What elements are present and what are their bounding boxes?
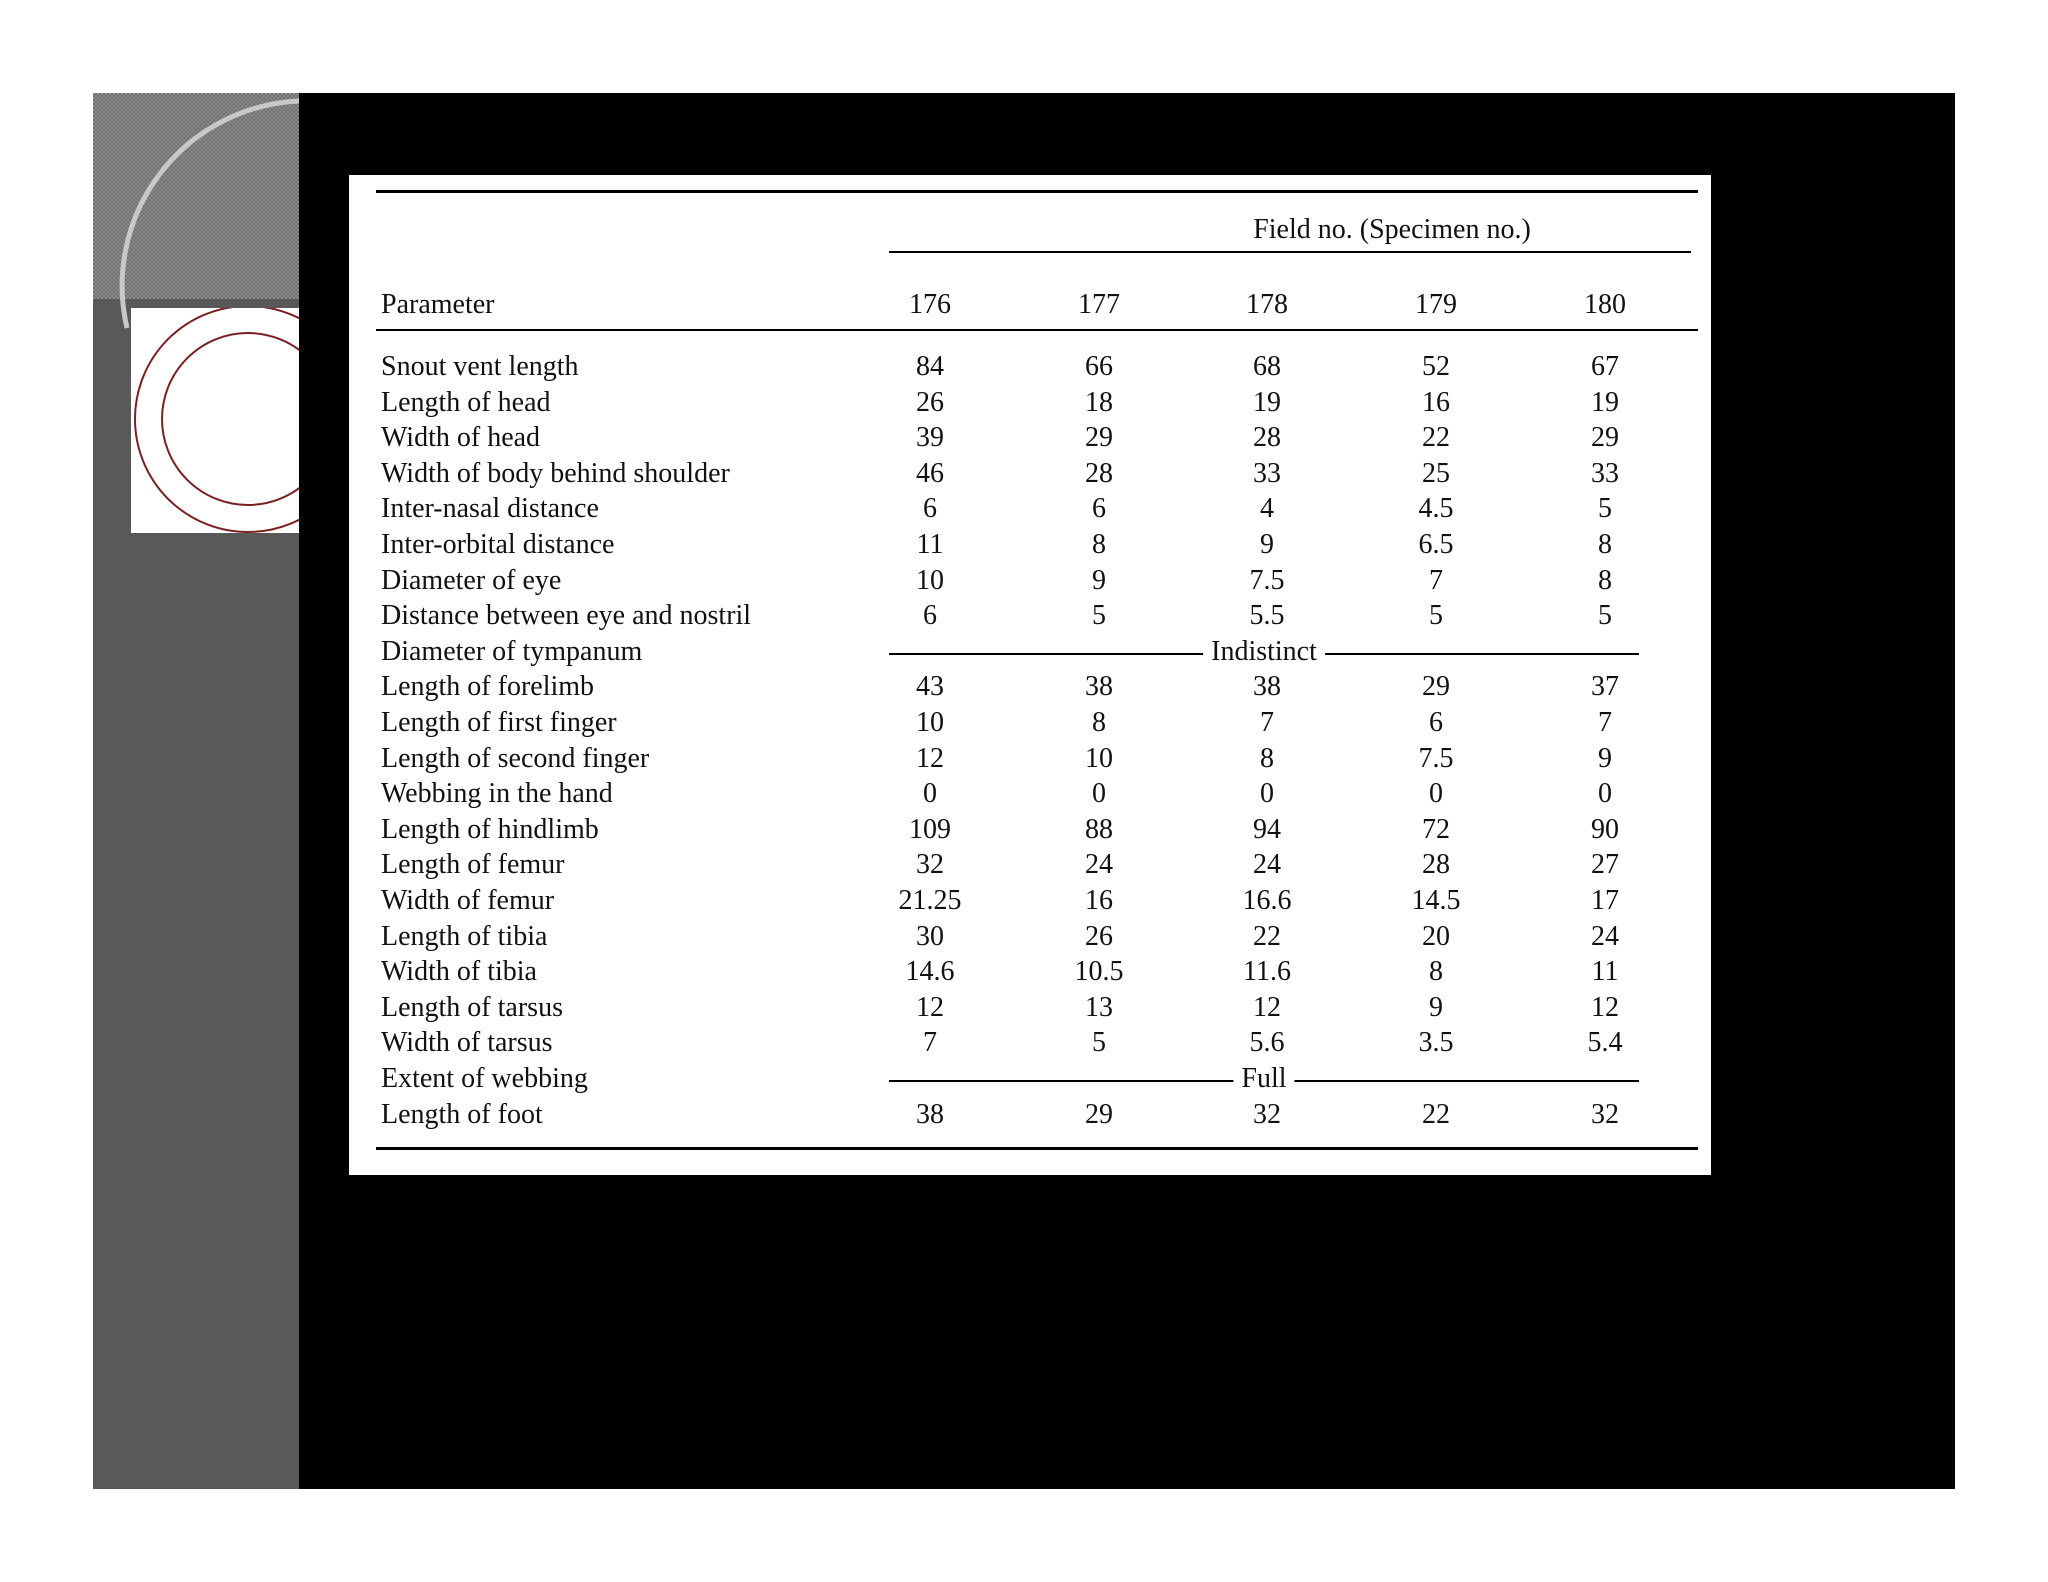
row-value: 5.6 [1249, 1027, 1285, 1058]
row-value: 12 [1591, 992, 1619, 1023]
row-value: 43 [916, 671, 944, 702]
row-parameter: Length of first finger [381, 707, 617, 738]
row-value: 6 [1429, 707, 1443, 738]
row-value: 38 [1085, 671, 1113, 702]
row-value: 32 [916, 849, 944, 880]
row-value: 32 [1591, 1099, 1619, 1130]
row-value: 6.5 [1418, 529, 1454, 560]
row-parameter: Length of second finger [381, 743, 650, 774]
row-value: 8 [1429, 956, 1443, 987]
row-value: 19 [1591, 387, 1619, 418]
row-value: 84 [916, 351, 944, 382]
row-value: 7 [1260, 707, 1274, 738]
row-value: 26 [916, 387, 944, 418]
row-parameter: Distance between eye and nostril [381, 600, 752, 631]
row-value: 21.25 [898, 885, 962, 916]
row-value: 9 [1598, 743, 1612, 774]
row-value: 52 [1422, 351, 1450, 382]
row-value: 10.5 [1074, 956, 1124, 987]
decorative-circles-icon [93, 93, 299, 553]
row-value: 16.6 [1242, 885, 1292, 916]
row-value: 0 [923, 778, 937, 809]
row-value: 29 [1422, 671, 1450, 702]
column-header-179: 179 [1415, 289, 1457, 320]
row-parameter: Inter-nasal distance [381, 493, 599, 524]
row-value: 24 [1591, 921, 1619, 952]
row-value: 72 [1422, 814, 1450, 845]
row-parameter: Width of tarsus [381, 1027, 553, 1058]
row-value: 5 [1598, 493, 1612, 524]
row-value: 12 [1253, 992, 1281, 1023]
row-value: 6 [1092, 493, 1106, 524]
row-value: 7.5 [1418, 743, 1454, 774]
top-rule [376, 190, 1698, 193]
row-value: 7 [1429, 565, 1443, 596]
row-value: 38 [916, 1099, 944, 1130]
row-parameter: Length of foot [381, 1099, 543, 1130]
row-parameter: Length of hindlimb [381, 814, 599, 845]
row-value: 3.5 [1418, 1027, 1454, 1058]
row-value: 8 [1092, 529, 1106, 560]
row-parameter: Length of tarsus [381, 992, 563, 1023]
row-value: 30 [916, 921, 944, 952]
row-value: 38 [1253, 671, 1281, 702]
column-header-176: 176 [909, 289, 951, 320]
row-value: 24 [1253, 849, 1281, 880]
row-value: 5 [1598, 600, 1612, 631]
bottom-rule [376, 1147, 1698, 1150]
row-value: 14.5 [1411, 885, 1461, 916]
row-value: 10 [916, 707, 944, 738]
row-value: 28 [1085, 458, 1113, 489]
row-value: 28 [1422, 849, 1450, 880]
row-value: 7 [1598, 707, 1612, 738]
table-card [349, 175, 1711, 1175]
row-parameter: Extent of webbing [381, 1063, 588, 1094]
row-value: 18 [1085, 387, 1113, 418]
row-parameter: Length of forelimb [381, 671, 595, 702]
row-value: 16 [1085, 885, 1113, 916]
span-value: Indistinct [1203, 635, 1325, 669]
row-value: 12 [916, 743, 944, 774]
row-value: 22 [1422, 422, 1450, 453]
parameter-header: Parameter [381, 289, 495, 320]
row-value: 109 [909, 814, 951, 845]
row-value: 32 [1253, 1099, 1281, 1130]
row-value: 94 [1253, 814, 1281, 845]
row-value: 6 [923, 493, 937, 524]
row-value: 6 [923, 600, 937, 631]
row-value: 4.5 [1418, 493, 1454, 524]
row-value: 0 [1598, 778, 1612, 809]
row-parameter: Diameter of tympanum [381, 636, 643, 667]
row-value: 37 [1591, 671, 1619, 702]
row-value: 9 [1260, 529, 1274, 560]
row-value: 11 [916, 529, 944, 560]
row-value: 33 [1591, 458, 1619, 489]
row-parameter: Width of head [381, 422, 541, 453]
row-value: 4 [1260, 493, 1274, 524]
row-value: 9 [1429, 992, 1443, 1023]
row-parameter: Snout vent length [381, 351, 579, 382]
row-value: 25 [1422, 458, 1450, 489]
row-value: 16 [1422, 387, 1450, 418]
row-value: 5.4 [1587, 1027, 1623, 1058]
row-parameter: Width of body behind shoulder [381, 458, 730, 489]
group-header: Field no. (Specimen no.) [1253, 214, 1531, 245]
column-header-178: 178 [1246, 289, 1288, 320]
row-parameter: Webbing in the hand [381, 778, 613, 809]
row-value: 27 [1591, 849, 1619, 880]
row-value: 90 [1591, 814, 1619, 845]
column-header-180: 180 [1584, 289, 1626, 320]
row-value: 46 [916, 458, 944, 489]
span-value: Full [1233, 1062, 1294, 1096]
row-value: 8 [1598, 529, 1612, 560]
row-value: 7.5 [1249, 565, 1285, 596]
row-value: 28 [1253, 422, 1281, 453]
row-value: 10 [1085, 743, 1113, 774]
row-parameter: Length of femur [381, 849, 565, 880]
row-value: 9 [1092, 565, 1106, 596]
row-value: 7 [923, 1027, 937, 1058]
row-value: 22 [1422, 1099, 1450, 1130]
row-value: 20 [1422, 921, 1450, 952]
row-value: 10 [916, 565, 944, 596]
row-parameter: Length of tibia [381, 921, 548, 952]
row-value: 13 [1085, 992, 1113, 1023]
row-value: 29 [1591, 422, 1619, 453]
row-value: 29 [1085, 1099, 1113, 1130]
group-rule [889, 251, 1691, 253]
row-value: 68 [1253, 351, 1281, 382]
row-value: 8 [1598, 565, 1612, 596]
row-value: 22 [1253, 921, 1281, 952]
header-rule [376, 329, 1698, 331]
row-parameter: Diameter of eye [381, 565, 562, 596]
row-value: 17 [1591, 885, 1619, 916]
row-value: 14.6 [905, 956, 955, 987]
row-value: 24 [1085, 849, 1113, 880]
row-value: 5 [1092, 1027, 1106, 1058]
row-value: 8 [1260, 743, 1274, 774]
row-value: 5 [1092, 600, 1106, 631]
row-value: 0 [1260, 778, 1274, 809]
row-parameter: Length of head [381, 387, 551, 418]
column-header-177: 177 [1078, 289, 1120, 320]
row-value: 67 [1591, 351, 1619, 382]
row-value: 26 [1085, 921, 1113, 952]
row-parameter: Inter-orbital distance [381, 529, 615, 560]
row-value: 12 [916, 992, 944, 1023]
row-value: 66 [1085, 351, 1113, 382]
row-parameter: Width of femur [381, 885, 555, 916]
measurement-table [376, 190, 1698, 1160]
row-value: 8 [1092, 707, 1106, 738]
row-value: 39 [916, 422, 944, 453]
row-value: 11.6 [1243, 956, 1291, 987]
row-value: 0 [1092, 778, 1106, 809]
row-value: 19 [1253, 387, 1281, 418]
row-parameter: Width of tibia [381, 956, 537, 987]
row-value: 0 [1429, 778, 1443, 809]
row-value: 33 [1253, 458, 1281, 489]
row-value: 5 [1429, 600, 1443, 631]
row-value: 88 [1085, 814, 1113, 845]
row-value: 29 [1085, 422, 1113, 453]
row-value: 5.5 [1249, 600, 1285, 631]
row-value: 11 [1591, 956, 1619, 987]
